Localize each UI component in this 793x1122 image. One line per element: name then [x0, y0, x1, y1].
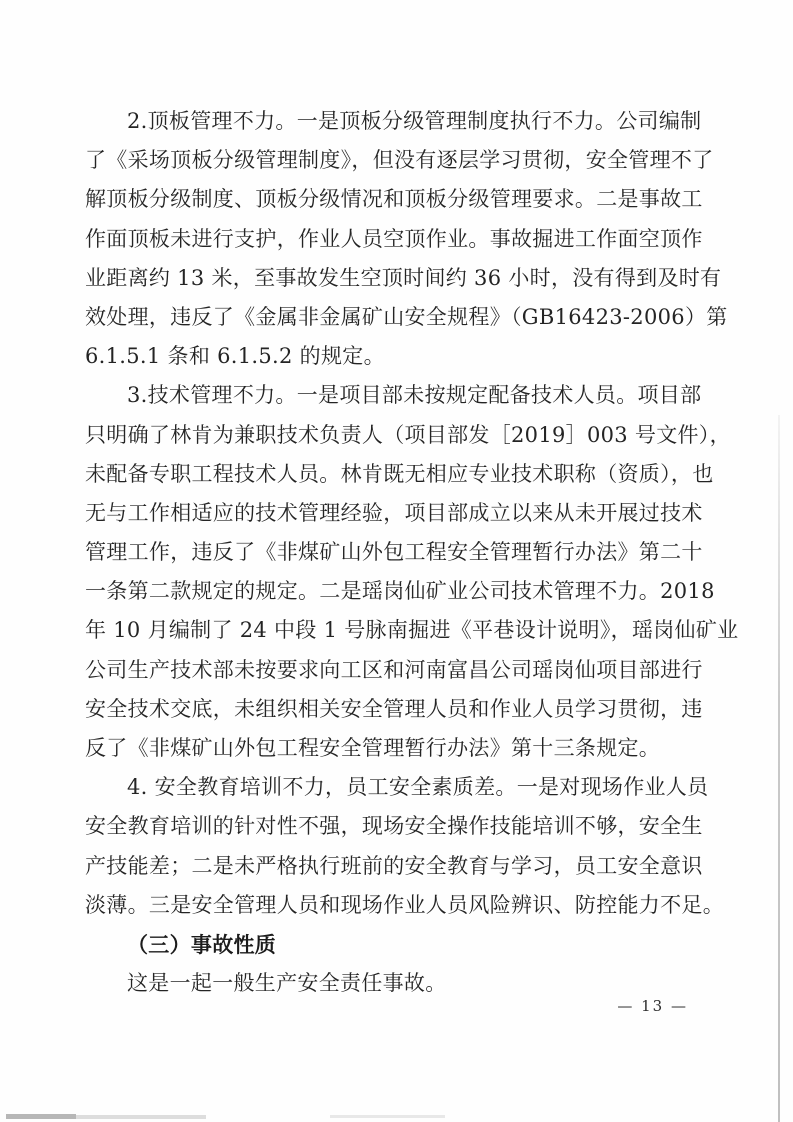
text-line: 年 10 月编制了 24 中段 1 号脉南掘进《平巷设计说明》，瑶岗仙矿业 — [85, 618, 739, 643]
text-line: 了《采场顶板分级管理制度》，但没有逐层学习贯彻，安全管理不了 — [85, 148, 714, 173]
scan-artifact-bottom-right — [330, 1115, 445, 1118]
scan-artifact-bottom-left — [6, 1114, 76, 1119]
text-line: 无与工作相适应的技术管理经验，项目部成立以来从未开展过技术 — [85, 500, 703, 525]
text-line: 产技能差；二是未严格执行班前的安全教育与学习，员工安全意识 — [85, 853, 703, 878]
text-line: 3.技术管理不力。一是项目部未按规定配备技术人员。项目部 — [127, 383, 702, 408]
page-number: — 13 — — [617, 997, 688, 1015]
section-heading-accident-nature: （三）事故性质 — [127, 931, 277, 957]
text-line: 业距离约 13 米，至事故发生空顶时间约 36 小时，没有得到及时有 — [85, 265, 722, 290]
text-line: 一条第二款规定的规定。二是瑶岗仙矿业公司技术管理不力。2018 — [85, 579, 715, 604]
scan-artifact-bottom-mid — [76, 1115, 206, 1119]
text-line: 管理工作，违反了《非煤矿山外包工程安全管理暂行办法》第二十 — [85, 540, 703, 565]
text-line: 反了《非煤矿山外包工程安全管理暂行办法》第十三条规定。 — [85, 736, 661, 760]
scan-artifact-right-edge — [778, 415, 780, 1122]
text-line: 4. 安全教育培训不力，员工安全素质差。一是对现场作业人员 — [127, 775, 709, 800]
text-line: 2.顶板管理不力。一是顶板分级管理制度执行不力。公司编制 — [127, 109, 702, 133]
text-line: 这是一起一般生产安全责任事故。 — [127, 971, 447, 996]
text-line: 作面顶板未进行支护，作业人员空顶作业。事故掘进工作面空顶作 — [85, 226, 703, 251]
text-line: 只明确了林肯为兼职技术负责人（项目部发［2019］003 号文件）， — [85, 422, 731, 447]
text-line: 公司生产技术部未按要求向工区和河南富昌公司瑶岗仙项目部进行 — [85, 657, 703, 682]
text-line: 安全教育培训的针对性不强，现场安全操作技能培训不够，安全生 — [85, 814, 703, 839]
document-body — [85, 102, 739, 1003]
text-line: 解顶板分级制度、顶板分级情况和顶板分级管理要求。二是事故工 — [85, 187, 703, 212]
text-line: 未配备专职工程技术人员。林肯既无相应专业技术职称（资质），也 — [85, 461, 714, 486]
text-line: 淡薄。三是安全管理人员和现场作业人员风险辨识、防控能力不足。 — [85, 892, 724, 917]
text-line: 安全技术交底，未组织相关安全管理人员和作业人员学习贯彻，违 — [85, 696, 703, 721]
text-line: 6.1.5.1 条和 6.1.5.2 的规定。 — [85, 344, 385, 369]
text-line: 效处理，违反了《金属非金属矿山安全规程》（GB16423-2006）第 — [85, 304, 728, 329]
